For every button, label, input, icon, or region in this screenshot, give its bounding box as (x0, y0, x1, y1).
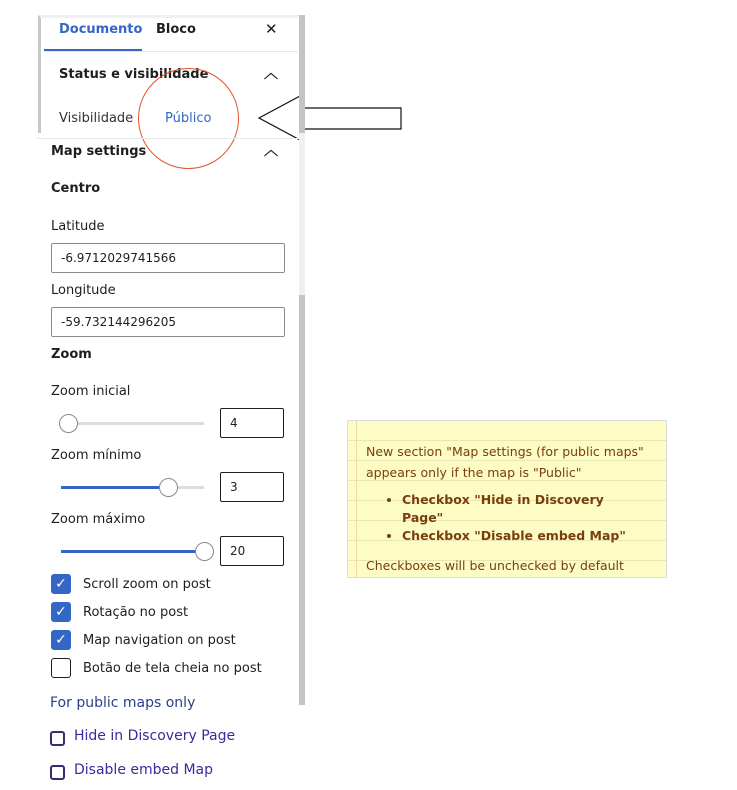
longitude-input[interactable]: -59.732144296205 (51, 307, 285, 337)
scroll-zoom-label: Scroll zoom on post (83, 577, 211, 592)
slider-thumb[interactable] (59, 414, 78, 433)
longitude-label: Longitude (51, 283, 116, 298)
zoom-min-label: Zoom mínimo (51, 448, 142, 463)
highlight-circle (138, 68, 239, 169)
note-bullet: • Checkbox "Hide in Discovery Page" (402, 491, 648, 527)
zoom-heading: Zoom (51, 347, 92, 362)
tab-document[interactable]: Documento (59, 22, 143, 37)
map-navigation-label: Map navigation on post (83, 633, 236, 648)
sticky-note (347, 420, 667, 578)
zoom-min-slider[interactable] (61, 486, 204, 489)
scrollbar-thumb[interactable] (299, 295, 305, 705)
status-visibility-heading[interactable]: Status e visibilidade (59, 67, 209, 82)
hide-discovery-label: Hide in Discovery Page (74, 728, 236, 744)
hide-discovery-checkbox[interactable] (50, 731, 65, 746)
latitude-input[interactable]: -6.9712029741566 (51, 243, 285, 273)
chevron-up-icon[interactable]: ︿ (264, 143, 278, 159)
rotation-label: Rotação no post (83, 605, 189, 620)
scrollbar-thumb[interactable] (299, 15, 305, 133)
zoom-max-slider[interactable] (61, 550, 204, 553)
note-bullet: • Checkbox "Disable embed Map" (402, 527, 648, 545)
rotation-checkbox[interactable]: ✓ (51, 602, 71, 622)
zoom-initial-input[interactable]: 4 (220, 408, 284, 438)
slider-thumb[interactable] (195, 542, 214, 561)
zoom-max-label: Zoom máximo (51, 512, 146, 527)
center-heading: Centro (51, 181, 101, 196)
divider (44, 51, 298, 52)
scrollbar-track[interactable] (299, 133, 305, 295)
map-settings-heading[interactable]: Map settings (51, 144, 147, 159)
zoom-min-input[interactable]: 3 (220, 472, 284, 502)
map-navigation-checkbox[interactable]: ✓ (51, 630, 71, 650)
chevron-up-icon[interactable]: ︿ (264, 66, 278, 82)
divider (37, 138, 299, 139)
public-maps-heading: For public maps only (50, 695, 196, 711)
close-icon[interactable]: ✕ (265, 20, 278, 38)
note-intro: New section "Map settings (for public maps" appears only if the map is "Public" (366, 444, 644, 480)
disable-embed-label: Disable embed Map (74, 762, 214, 778)
fullscreen-button-label: Botão de tela cheia no post (83, 661, 262, 676)
slider-thumb[interactable] (159, 478, 178, 497)
visibility-value-link[interactable]: Público (165, 111, 212, 126)
zoom-max-input[interactable]: 20 (220, 536, 284, 566)
zoom-initial-slider[interactable] (61, 422, 204, 425)
latitude-label: Latitude (51, 219, 105, 234)
scroll-zoom-checkbox[interactable]: ✓ (51, 574, 71, 594)
visibility-label: Visibilidade (59, 111, 134, 126)
fullscreen-button-checkbox[interactable] (51, 658, 71, 678)
disable-embed-checkbox[interactable] (50, 765, 65, 780)
zoom-initial-label: Zoom inicial (51, 384, 131, 399)
tab-block[interactable]: Bloco (156, 22, 196, 37)
note-footer: Checkboxes will be unchecked by default (366, 558, 624, 573)
